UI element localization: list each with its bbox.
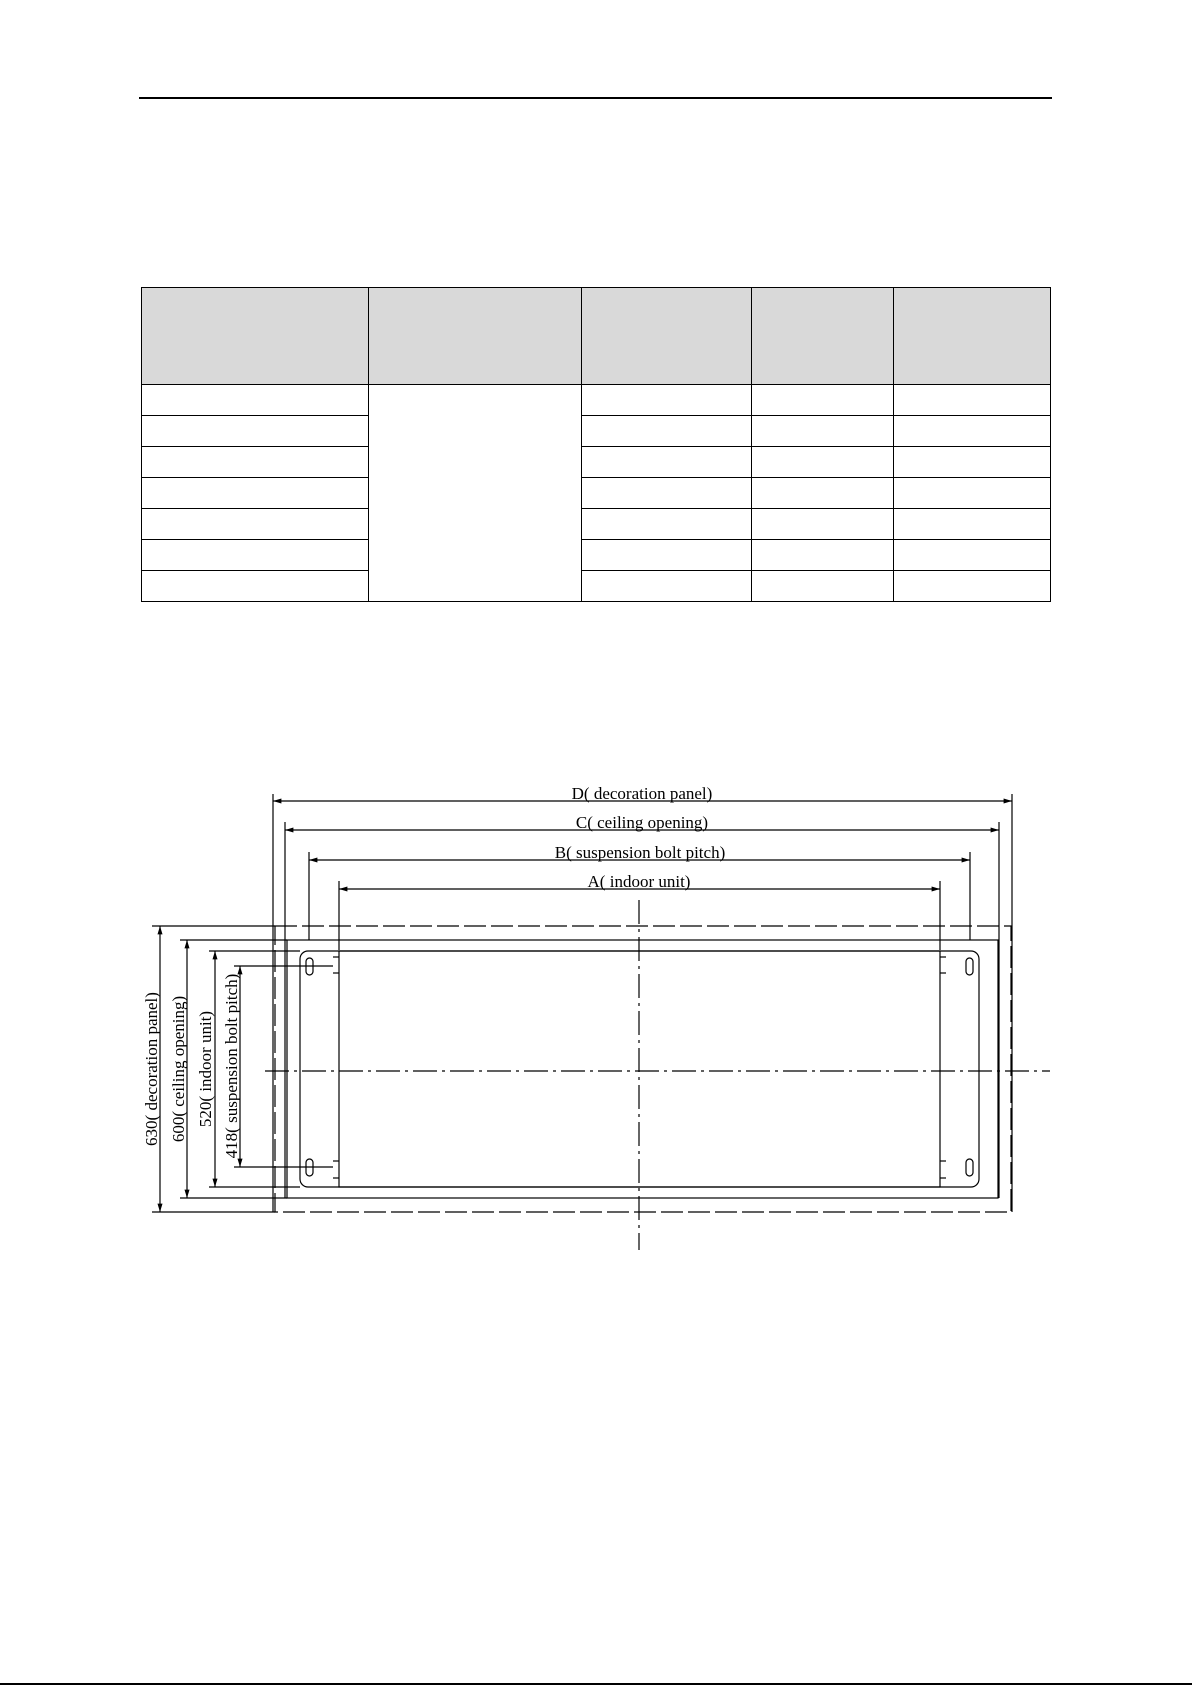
label-dim-d: D( decoration panel) — [571, 784, 713, 803]
label-dim-c: C( ceiling opening) — [575, 813, 709, 832]
label-dim-600: 600( ceiling opening) — [169, 995, 188, 1143]
bolt-slot-top-right — [966, 958, 973, 975]
label-dim-520: 520( indoor unit) — [196, 1010, 215, 1128]
label-dim-630: 630( decoration panel) — [142, 992, 161, 1146]
label-dim-b: B( suspension bolt pitch) — [554, 843, 726, 862]
ceiling-opening-outline — [287, 940, 998, 1198]
bolt-slot-bottom-right — [966, 1159, 973, 1176]
label-dim-418: 418( suspension bolt pitch) — [222, 973, 241, 1159]
decoration-panel-outline — [275, 926, 1011, 1212]
label-dim-a: A( indoor unit) — [587, 872, 691, 891]
